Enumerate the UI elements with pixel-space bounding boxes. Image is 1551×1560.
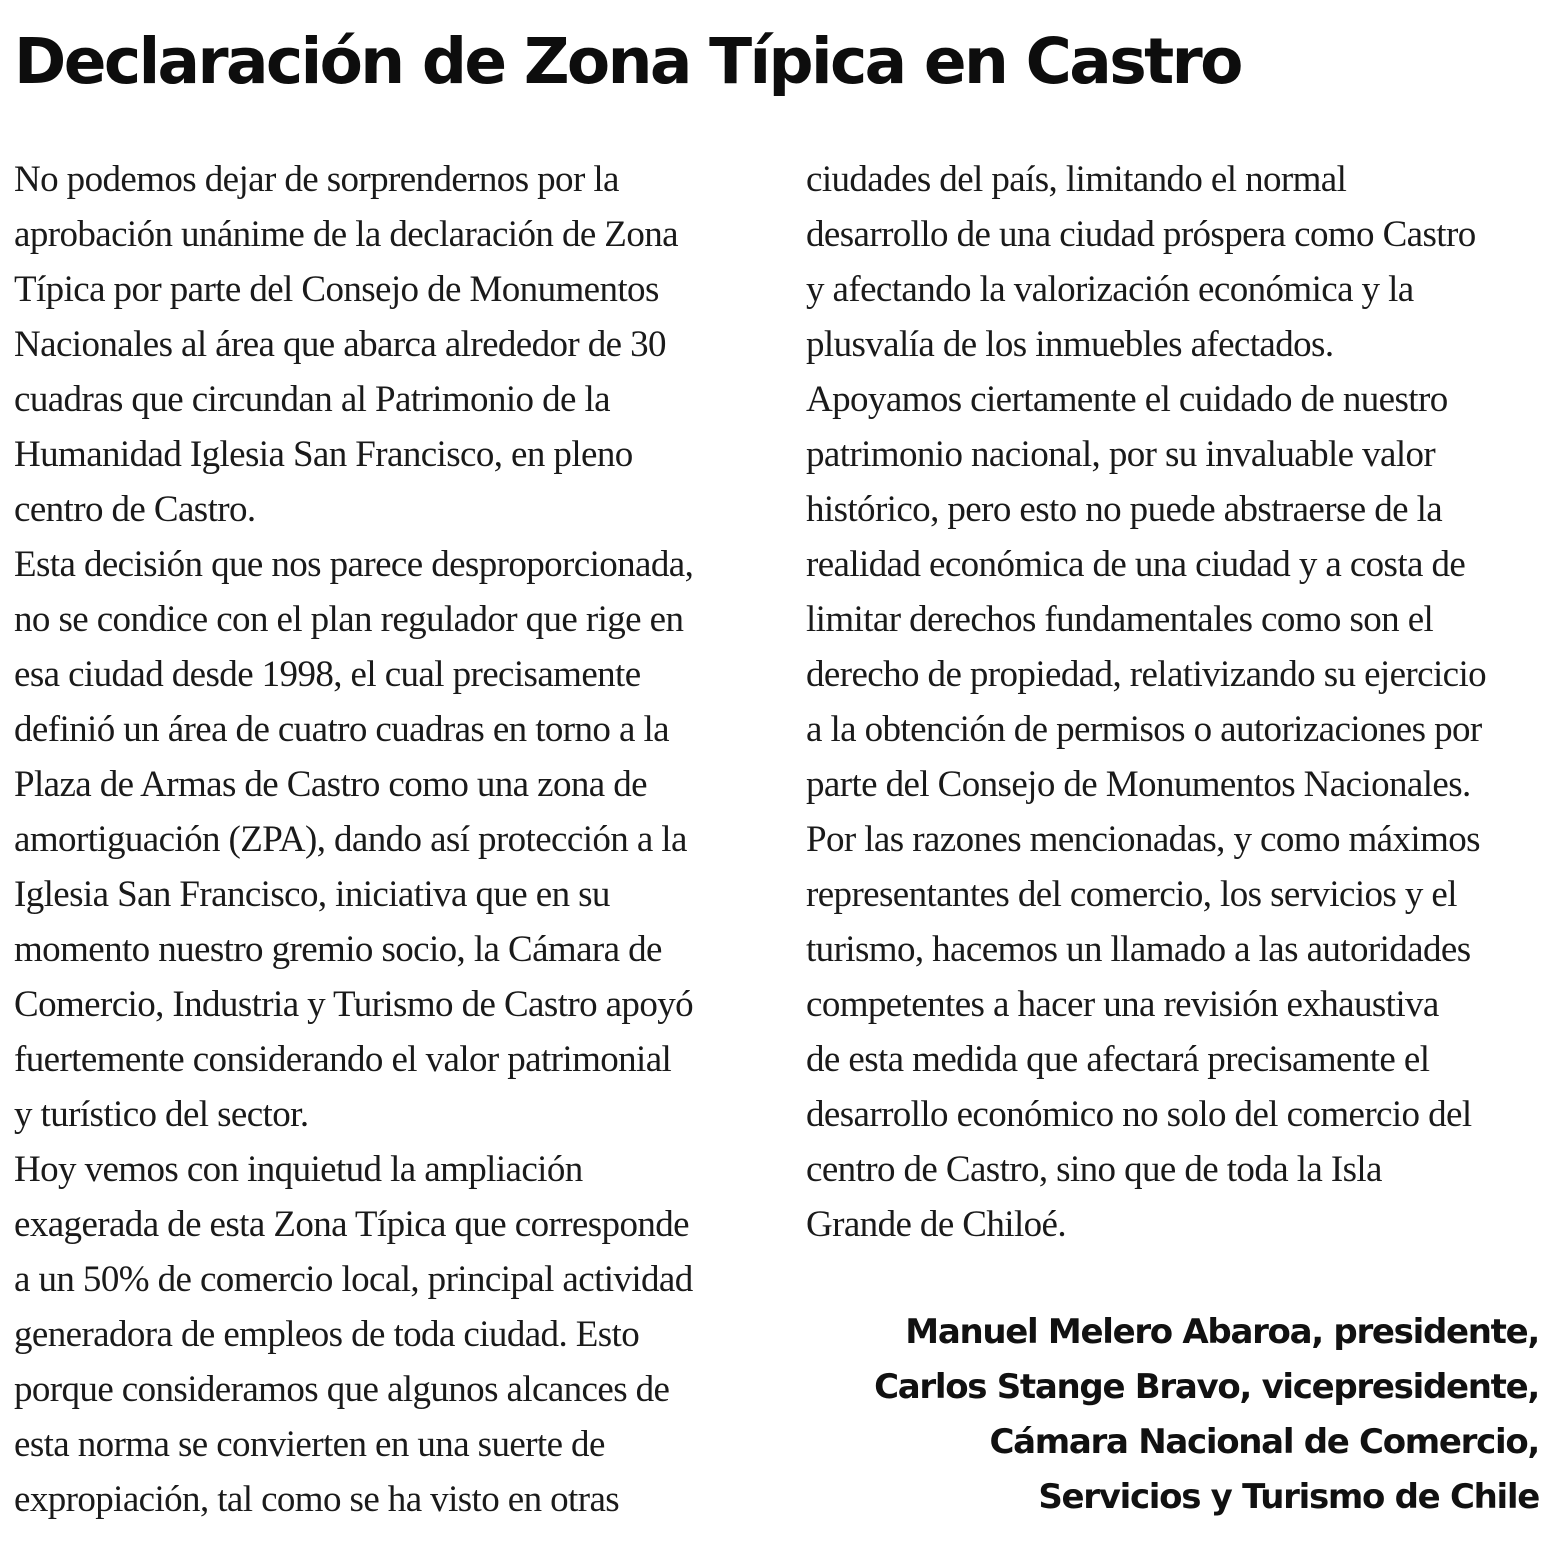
text-line: Iglesia San Francisco, iniciativa que en su xyxy=(14,874,610,915)
text-line: Humanidad Iglesia San Francisco, en pleno xyxy=(14,434,633,475)
left-column xyxy=(14,152,774,1527)
text-line: Típica por parte del Consejo de Monumentos xyxy=(14,269,659,310)
text-line: y turístico del sector. xyxy=(14,1094,309,1135)
text-line: turismo, hacemos un llamado a las autoridades xyxy=(806,929,1471,970)
right-column xyxy=(806,152,1551,1252)
text-line: esa ciudad desde 1998, el cual precisamente xyxy=(14,654,641,695)
signature-line: Servicios y Turismo de Chile xyxy=(1038,1477,1539,1517)
text-line: expropiación, tal como se ha visto en otras xyxy=(14,1479,620,1520)
text-line: parte del Consejo de Monumentos Nacionales. xyxy=(806,764,1471,805)
text-line: Apoyamos ciertamente el cuidado de nuestro xyxy=(806,379,1448,420)
text-line: realidad económica de una ciudad y a costa de xyxy=(806,544,1466,585)
signature-line: Manuel Melero Abaroa, presidente, xyxy=(905,1312,1539,1352)
text-line: No podemos dejar de sorprendernos por la xyxy=(14,159,619,200)
text-line: representantes del comercio, los servicios y el xyxy=(806,874,1457,915)
text-line: Grande de Chiloé. xyxy=(806,1204,1067,1245)
article-title: Declaración de Zona Típica en Castro xyxy=(14,25,1241,98)
text-line: limitar derechos fundamentales como son el xyxy=(806,599,1434,640)
text-line: exagerada de esta Zona Típica que corresponde xyxy=(14,1204,689,1245)
text-line: cuadras que circundan al Patrimonio de la xyxy=(14,379,610,420)
text-line: amortiguación (ZPA), dando así protección a la xyxy=(14,819,687,860)
text-line: no se condice con el plan regulador que rige en xyxy=(14,599,684,640)
text-line: momento nuestro gremio socio, la Cámara de xyxy=(14,929,662,970)
text-line: porque consideramos que algunos alcances de xyxy=(14,1369,670,1410)
text-line: generadora de empleos de toda ciudad. Esto xyxy=(14,1314,640,1355)
text-line: plusvalía de los inmuebles afectados. xyxy=(806,324,1334,365)
text-line: Comercio, Industria y Turismo de Castro apoyó xyxy=(14,984,694,1025)
text-line: de esta medida que afectará precisamente el xyxy=(806,1039,1430,1080)
text-line: ciudades del país, limitando el normal xyxy=(806,159,1347,200)
text-line: definió un área de cuatro cuadras en torno a la xyxy=(14,709,669,750)
text-line: patrimonio nacional, por su invaluable valor xyxy=(806,434,1436,475)
text-line: y afectando la valorización económica y la xyxy=(806,269,1414,310)
text-line: a la obtención de permisos o autorizaciones por xyxy=(806,709,1482,750)
text-line: competentes a hacer una revisión exhaustiva xyxy=(806,984,1439,1025)
text-line: Nacionales al área que abarca alrededor de 30 xyxy=(14,324,666,365)
text-line: desarrollo económico no solo del comercio del xyxy=(806,1094,1472,1135)
text-line: histórico, pero esto no puede abstraerse de la xyxy=(806,489,1443,530)
signature-line: Cámara Nacional de Comercio, xyxy=(989,1422,1539,1462)
text-line: Hoy vemos con inquietud la ampliación xyxy=(14,1149,583,1190)
text-line: Por las razones mencionadas, y como máximos xyxy=(806,819,1480,860)
text-line: aprobación unánime de la declaración de Zona xyxy=(14,214,678,255)
text-line: Esta decisión que nos parece desproporcionada, xyxy=(14,544,694,585)
signature-block xyxy=(874,1305,1539,1525)
text-line: esta norma se convierten en una suerte de xyxy=(14,1424,605,1465)
text-line: desarrollo de una ciudad próspera como Castro xyxy=(806,214,1476,255)
text-line: fuertemente considerando el valor patrimonial xyxy=(14,1039,672,1080)
text-line: derecho de propiedad, relativizando su ejercicio xyxy=(806,654,1487,695)
text-line: centro de Castro. xyxy=(14,489,256,530)
text-line: a un 50% de comercio local, principal actividad xyxy=(14,1259,693,1300)
signature-line: Carlos Stange Bravo, vicepresidente, xyxy=(874,1367,1539,1407)
text-line: Plaza de Armas de Castro como una zona de xyxy=(14,764,647,805)
text-line: centro de Castro, sino que de toda la Isla xyxy=(806,1149,1382,1190)
